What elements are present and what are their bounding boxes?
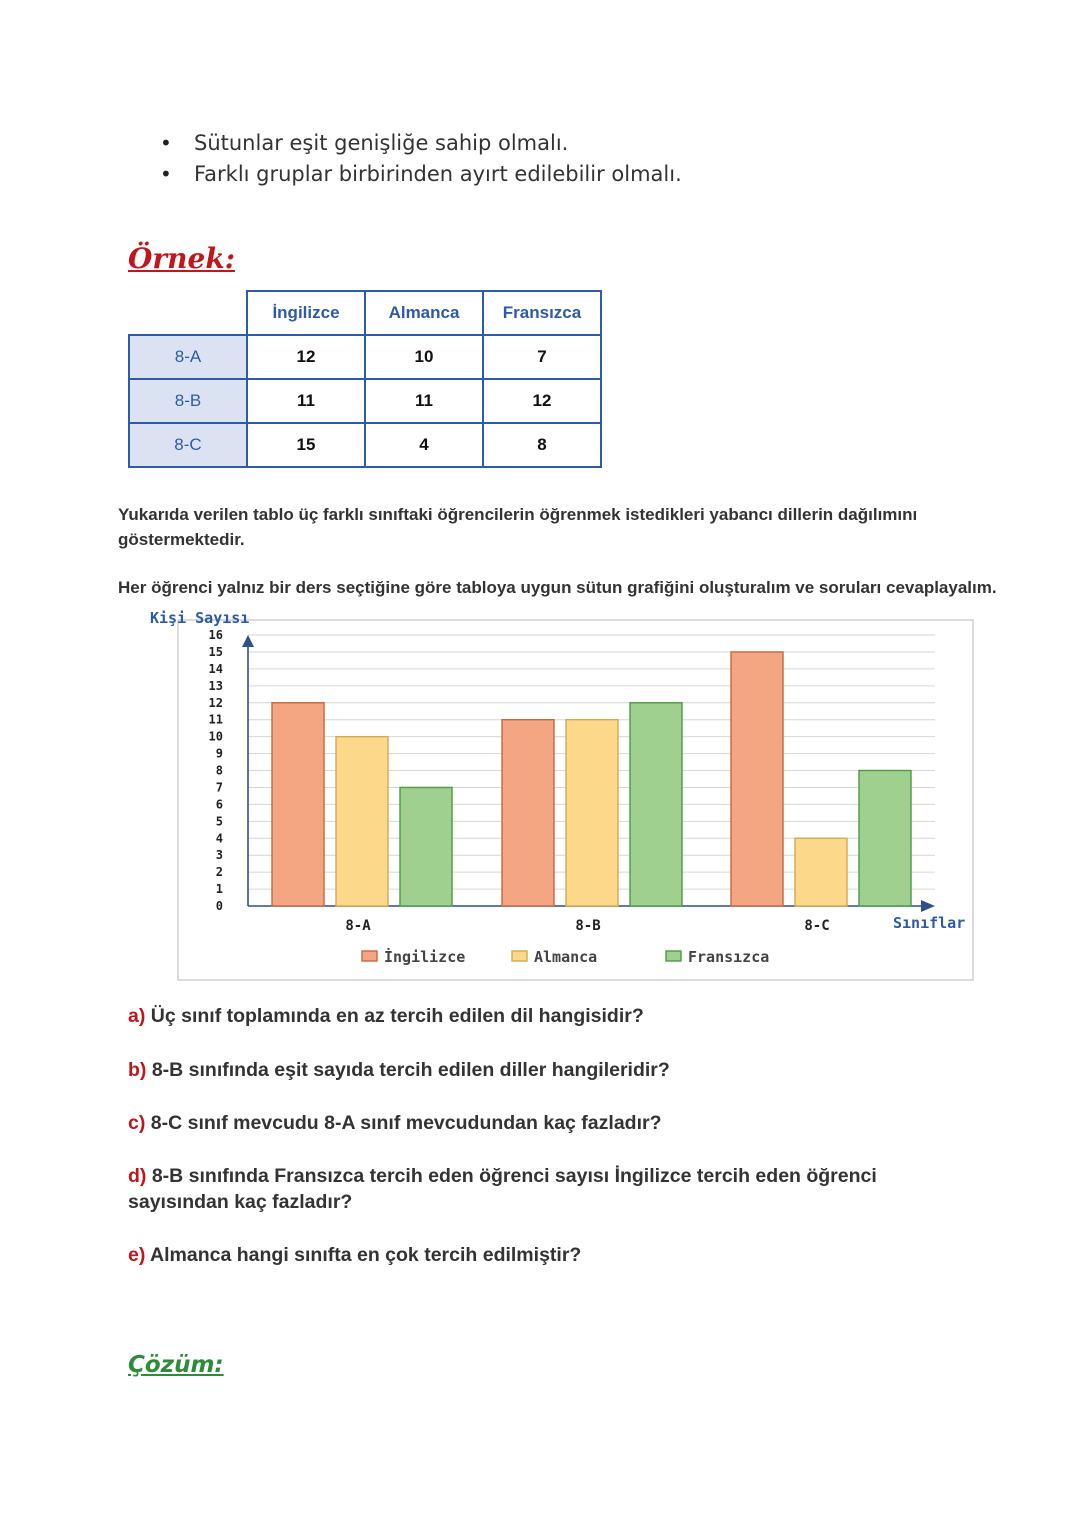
instruction-paragraph: Her öğrenci yalnız bir ders seçtiğine göre tabloya uygun sütun grafiğini oluşturalım ve soruları cevaplayalım.	[118, 578, 997, 597]
example-title: Örnek:	[128, 242, 236, 275]
x-tick-label: 8-A	[345, 918, 371, 934]
language-table	[128, 290, 602, 468]
description-paragraph: Yukarıda verilen tablo üç farklı sınıftaki öğrencilerin öğrenmek istedikleri yabancı dillerin dağılımını göstermektedir.	[118, 505, 918, 549]
table-row	[129, 423, 601, 467]
y-tick-label: 6	[215, 797, 223, 812]
table-row	[129, 335, 601, 379]
legend-swatch	[512, 951, 527, 961]
y-tick-label: 14	[208, 661, 223, 676]
bar	[795, 838, 847, 906]
y-tick-label: 3	[215, 848, 223, 863]
x-tick-label: 8-B	[575, 918, 601, 934]
table-corner	[129, 291, 247, 335]
solution-title: Çözüm:	[128, 1352, 224, 1378]
bar	[630, 703, 682, 906]
row-label: 8-C	[129, 423, 247, 467]
bar-chart	[140, 600, 1000, 985]
question-letter: d)	[128, 1165, 147, 1187]
table-cell: 7	[483, 335, 601, 379]
bar	[272, 703, 324, 906]
table-header: Fransızca	[483, 291, 601, 335]
y-tick-label: 1	[215, 882, 223, 897]
question-letter: c)	[128, 1112, 146, 1134]
question-c	[128, 1110, 928, 1136]
bullet-item: • Farklı gruplar birbirinden ayırt edilebilir olmalı.	[160, 159, 682, 190]
y-tick-label: 13	[208, 678, 223, 693]
table-cell: 8	[483, 423, 601, 467]
bar	[502, 720, 554, 906]
table-cell: 10	[365, 335, 483, 379]
x-axis-title: Sınıflar	[893, 914, 966, 932]
bar	[566, 720, 618, 906]
y-tick-label: 5	[215, 814, 223, 829]
question-text: 8-C sınıf mevcudu 8-A sınıf mevcudundan kaç fazladır?	[150, 1112, 662, 1134]
question-text: 8-B sınıfında eşit sayıda tercih edilen diller hangileridir?	[151, 1059, 670, 1081]
y-tick-label: 11	[208, 712, 223, 727]
y-tick-label: 15	[208, 644, 223, 659]
bar	[336, 737, 388, 906]
question-e	[128, 1242, 928, 1268]
row-label: 8-B	[129, 379, 247, 423]
y-tick-label: 4	[215, 831, 223, 846]
y-tick-label: 8	[215, 763, 223, 778]
question-text: Üç sınıf toplamında en az tercih edilen dil hangisidir?	[150, 1005, 644, 1027]
table-header-row	[129, 291, 601, 335]
y-tick-label: 0	[215, 899, 223, 913]
table-cell: 4	[365, 423, 483, 467]
legend-label: Almanca	[534, 948, 598, 966]
bar	[731, 652, 783, 906]
x-tick-label: 8-C	[804, 918, 830, 934]
question-letter: b)	[128, 1059, 147, 1081]
row-label: 8-A	[129, 335, 247, 379]
bullet-item: • Sütunlar eşit genişliğe sahip olmalı.	[160, 128, 682, 159]
y-tick-label: 7	[215, 780, 223, 795]
question-d	[128, 1163, 898, 1215]
y-tick-label: 9	[215, 746, 223, 761]
table-cell: 11	[365, 379, 483, 423]
legend-label: İngilizce	[384, 948, 466, 966]
table-row	[129, 379, 601, 423]
legend-swatch	[362, 951, 377, 961]
bar	[400, 787, 452, 906]
table-header: İngilizce	[247, 291, 365, 335]
question-b	[128, 1057, 928, 1083]
question-letter: a)	[128, 1005, 146, 1027]
table-cell: 11	[247, 379, 365, 423]
y-tick-label: 16	[208, 628, 223, 642]
question-text: 8-B sınıfında Fransızca tercih eden öğrenci sayısı İngilizce tercih eden öğrenci sayısından kaç fazladır?	[128, 1165, 877, 1213]
y-axis-title: Kişi Sayısı	[150, 609, 250, 627]
y-tick-label: 2	[215, 865, 223, 880]
table-header: Almanca	[365, 291, 483, 335]
table-cell: 12	[247, 335, 365, 379]
table-cell: 12	[483, 379, 601, 423]
legend-label: Fransızca	[688, 948, 770, 966]
question-a	[128, 1003, 928, 1029]
legend-swatch	[666, 951, 681, 961]
y-tick-label: 10	[208, 729, 223, 744]
table-cell: 15	[247, 423, 365, 467]
y-tick-label: 12	[208, 695, 223, 710]
bar	[859, 771, 911, 907]
question-letter: e)	[128, 1244, 146, 1266]
question-text: Almanca hangi sınıfta en çok tercih edilmiştir?	[150, 1244, 582, 1266]
rules-list	[160, 128, 682, 190]
